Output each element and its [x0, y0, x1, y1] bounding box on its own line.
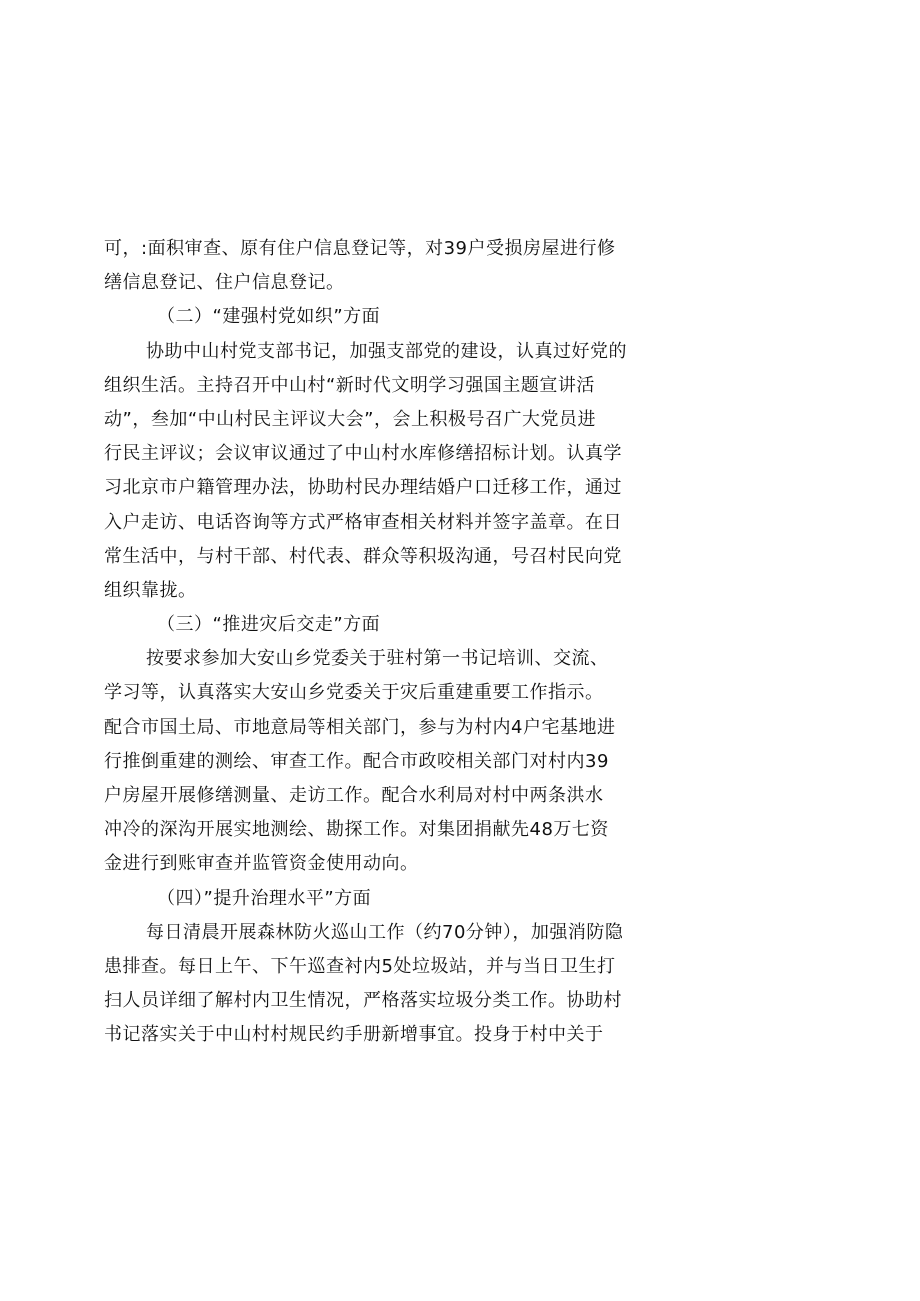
paragraph-start: 协助中山村党支部书记，加强支部党的建设，认真过好党的: [146, 340, 627, 362]
text-line: 组织靠拢。: [104, 579, 197, 601]
text-line: 动”，叁加“中山村民主评议大会”，会上积极号召广大党员进: [104, 408, 596, 430]
text-line: 金进行到账审查并监管资金使用动向。: [104, 853, 419, 875]
text-line: 书记落实关于中山村村规民约手册新增事宜。投身于村中关于: [104, 1024, 604, 1046]
text-line: 户房屋开展修缮测量、走访工作。配合水利局对村中两条洪水: [104, 785, 604, 806]
document-body: [104, 232, 626, 1053]
text-line: 行推倒重建的测绘、审查工作。配合市政咬相关部门对村内39: [104, 750, 609, 772]
paragraph-start: 按要求参加大安山乡党委关于驻村第一书记培训、交流、: [146, 648, 609, 670]
section-heading-3: （三）“推进灾后交走”方面: [157, 614, 381, 636]
text-line: 患排查。每日上午、下午巡查衬内5处垃圾站，并与当日卫生打: [104, 955, 616, 977]
section-heading-4: （四）”提升治理水平”方面: [157, 887, 372, 909]
text-line: 常生活中，与村干部、村代表、群众等积圾沟通，号召村民向党: [104, 545, 622, 567]
text-line: 配合市国土局、市地意局等相关部门，参与为村内4户宅基地进: [104, 716, 616, 738]
text-line: 组织生活。主持召开中山村“新时代文明学习强国主题宣讲活: [104, 374, 595, 396]
section-heading-2: （二）“建强村党如织”方面: [157, 306, 381, 328]
text-line: 习北京市户籍管理办法，协助村民办理结婚户口迁移工作，通过: [104, 477, 622, 499]
text-line: 冲冷的深沟开展实地测绘、勘探工作。对集团捐献先48万七资: [104, 819, 609, 841]
text-line: 入户走访、电话咨询等方式严格审查相关材料并签字盖章。在日: [104, 511, 622, 533]
text-line: 扫人员详细了解村内卫生情况，严格落实垃圾分类工作。协助村: [104, 990, 622, 1012]
text-line: 可，:面积审查、原有住户信息登记等，对39户受损房屋进行修: [104, 238, 616, 259]
text-line: 缮信息登记、住户信息登记。: [104, 272, 345, 294]
text-line: 行民主评议；会议审议通过了中山村水库修缮招标计划。认真学: [104, 443, 622, 465]
paragraph-start: 每日清晨开展森林防火巡山工作（约70分钟），加强消防隐: [146, 921, 624, 943]
text-line: 学习等，认真落实大安山乡党委关于灾后重建重要工作指示。: [104, 682, 604, 704]
